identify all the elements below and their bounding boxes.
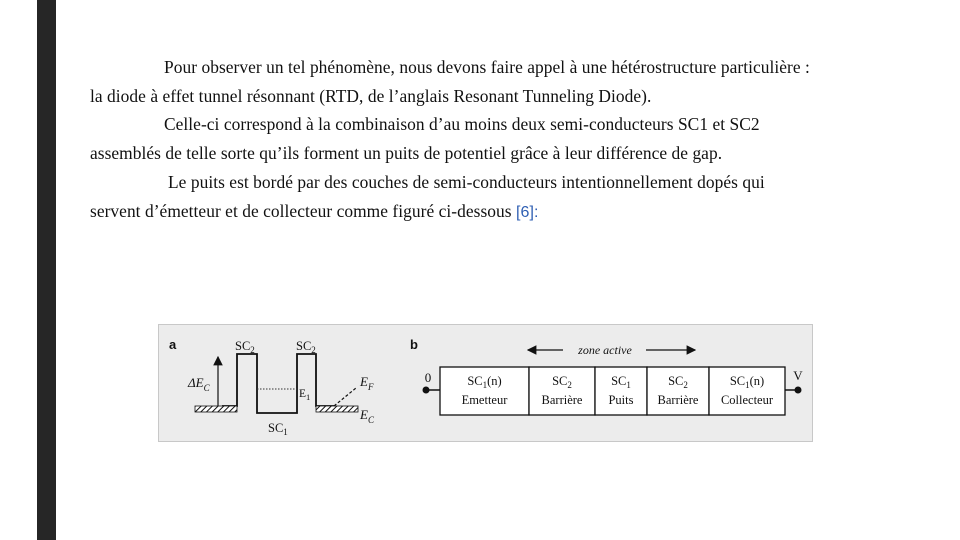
paragraph-3-line-1: Le puits est bordé par des couches de semi-conducteurs intentionnellement dopés qui [168,171,765,192]
layer-material: $SC_1$ [611,374,631,390]
label-e1: $E_1$ [299,388,311,402]
rtd-figure-svg [158,324,813,442]
label-ec: $E_C$ [360,407,374,425]
emitter-fermi-sea [195,406,237,412]
label-ef: $E_F$ [360,374,374,392]
layer-material: $SC_1(n)$ [729,374,765,390]
layer-role: Emetteur [461,393,508,407]
layer-role: Collecteur [720,393,774,407]
layer-role: Barrière [657,393,699,407]
citation-colon: : [533,203,539,221]
terminal-right-dot [795,387,802,394]
label-sc2-left: $SC_2$ [235,339,255,355]
zone-active-label: zone active [578,343,632,357]
layer-material: $SC_2$ [552,374,572,390]
collector-fermi-sea [316,406,358,412]
layer-cell [440,367,529,415]
layer-cell [709,367,785,415]
side-accent-bar [37,0,56,540]
paragraph-2-line-2: assemblés de telle sorte qu’ils forment un puits de potentiel grâce à leur différence de gap. [90,143,723,164]
rtd-figure [158,324,813,442]
layer-material: $SC_1(n)$ [467,374,502,390]
paragraph-3-line-2-text: servent d’émetteur et de collecteur comme figuré ci-dessous [90,200,516,221]
label-delta-ec: $\Delta E_C$ [188,375,210,393]
layer-role: Barrière [541,393,583,407]
label-sc2-right: $SC_2$ [296,339,316,355]
layer-role: Puits [608,393,634,407]
layer-material: $SC_2$ [668,374,688,390]
terminal-right-label: V [793,368,803,383]
paragraph-1-line-2: la diode à effet tunnel résonnant (RTD, de l’anglais Resonant Tunneling Diode). [90,85,652,106]
panel-b-label: b [410,337,418,352]
paragraph-1-line-1: Pour observer un tel phénomène, nous devons faire appel à une hétérostructure particulière : [164,57,810,77]
layer-cells [440,367,785,415]
paragraph-2-line-1: Celle-ci correspond à la combinaison d’au moins deux semi-conducteurs SC1 et SC2 [164,114,760,135]
panel-a-label: a [169,337,177,352]
label-sc1-bottom: $SC_1$ [268,421,288,437]
body-text [90,53,920,227]
paragraph-3-line-2 [90,197,920,228]
citation-link[interactable]: [6] [516,203,534,221]
terminal-left-label: 0 [424,370,432,385]
terminal-left-dot [423,387,430,394]
